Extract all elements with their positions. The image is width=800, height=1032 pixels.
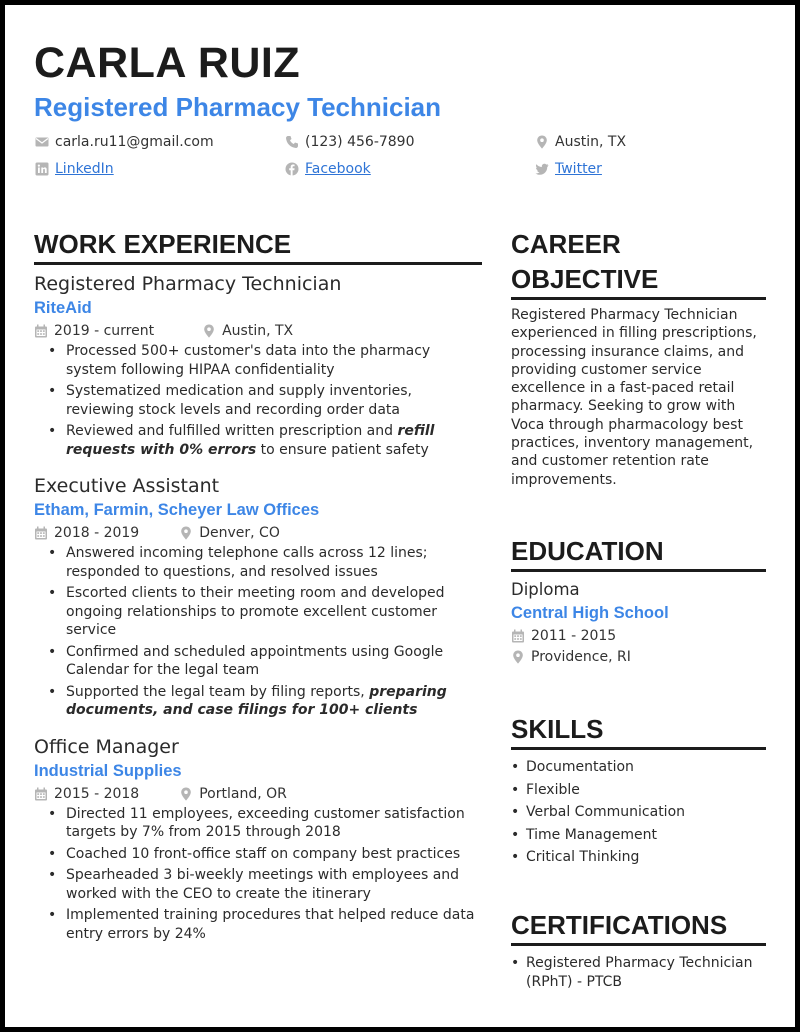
job-location-text: Austin, TX — [222, 323, 294, 339]
resume-page — [5, 5, 795, 1027]
list-item: • Time Management — [511, 826, 766, 845]
section-rule — [511, 943, 766, 946]
bullet-item: • Spearheaded 3 bi-weekly meetings with employees and worked with the CEO to create the itinerary — [34, 866, 482, 903]
calendar-icon — [34, 324, 48, 338]
calendar-icon — [511, 629, 525, 643]
list-item: • Critical Thinking — [511, 848, 766, 867]
facebook-link[interactable]: Facebook — [305, 161, 371, 177]
career-objective-title-line1: CAREER — [511, 229, 621, 259]
job-dates-text: 2019 - current — [54, 323, 155, 339]
job-meta — [34, 323, 482, 339]
education-title: EDUCATION — [511, 536, 664, 566]
contact-twitter — [535, 161, 602, 177]
work-experience-section — [34, 227, 482, 946]
education-dates-text: 2011 - 2015 — [531, 628, 617, 644]
job-location-text: Portland, OR — [199, 785, 287, 802]
twitter-link[interactable]: Twitter — [555, 161, 602, 177]
twitter-icon — [535, 162, 549, 176]
job-dates — [34, 786, 139, 802]
bullet-emphasis: preparing documents, and case filings for 100+ clients — [66, 683, 447, 718]
job-dates-text: 2015 - 2018 — [54, 785, 140, 802]
job-title: Registered Pharmacy Technician — [34, 273, 342, 295]
job-location-text: Denver, CO — [199, 525, 280, 541]
bullet-item: • Systematized medication and supply inventories, reviewing stock levels and recording order data — [34, 382, 482, 419]
bullet-item: • Processed 500+ customer's data into the pharmacy system following HIPAA confidentiality — [34, 342, 482, 379]
map-pin-icon — [179, 526, 193, 540]
section-rule — [34, 262, 482, 265]
list-item: • Documentation — [511, 758, 766, 777]
certifications-list — [511, 954, 766, 991]
job-location — [179, 525, 280, 541]
job-bullets — [34, 342, 482, 459]
contact-location — [535, 134, 626, 150]
map-pin-icon — [202, 324, 216, 338]
section-rule — [511, 569, 766, 572]
career-objective-text: Registered Pharmacy Technician experienced in filling prescriptions, processing insurance claims, and providing customer service excellence in a fast-paced retail pharmacy. Seeking to grow with Voca through pharmacology best practices, inventory management, and customer retention rate improvements. — [511, 307, 757, 488]
linkedin-link[interactable]: LinkedIn — [55, 161, 114, 177]
phone-text: (123) 456-7890 — [305, 134, 415, 150]
jobs-list — [34, 273, 482, 943]
bullet-item: • Escorted clients to their meeting room and developed ongoing relationships to promote excellent customer service — [34, 584, 482, 640]
job-entry — [34, 736, 482, 944]
job-title: Office Manager — [34, 735, 179, 758]
bullet-item: • Reviewed and fulfilled written prescription and refill requests with 0% errors to ensure patient safety — [34, 422, 482, 459]
location-text: Austin, TX — [555, 134, 627, 150]
contact-facebook — [285, 161, 371, 177]
job-meta — [34, 786, 482, 802]
job-dates — [34, 525, 139, 541]
contact-linkedin — [35, 161, 114, 177]
bullet-item: • Supported the legal team by filing reports, preparing documents, and case filings for 100+ clients — [34, 683, 482, 720]
work-experience-title: WORK EXPERIENCE — [34, 229, 292, 259]
list-item: • Flexible — [511, 781, 766, 800]
education-section — [511, 534, 766, 665]
candidate-role: Registered Pharmacy Technician — [34, 92, 442, 122]
calendar-icon — [34, 526, 48, 540]
job-location — [202, 323, 293, 339]
job-bullets — [34, 544, 482, 720]
map-pin-icon — [535, 135, 549, 149]
envelope-icon — [35, 135, 49, 149]
job-meta — [34, 525, 482, 541]
bullet-emphasis: refill requests with 0% errors — [66, 423, 435, 458]
skills-list — [511, 758, 766, 867]
contact-email — [35, 134, 214, 150]
education-location-text: Providence, RI — [531, 649, 631, 665]
job-bullets — [34, 805, 482, 944]
contact-phone — [285, 134, 415, 150]
linkedin-icon — [35, 162, 49, 176]
candidate-name: CARLA RUIZ — [34, 39, 301, 87]
education-location — [511, 649, 766, 665]
list-item: • Verbal Communication — [511, 803, 766, 822]
job-entry — [34, 475, 482, 720]
job-company: RiteAid — [34, 299, 92, 317]
education-school: Central High School — [511, 604, 669, 622]
bullet-item: • Directed 11 employees, exceeding customer satisfaction targets by 7% from 2015 through 2018 — [34, 805, 482, 842]
calendar-icon — [34, 787, 48, 801]
section-rule — [511, 747, 766, 750]
job-title: Executive Assistant — [34, 475, 220, 497]
bullet-item: • Confirmed and scheduled appointments using Google Calendar for the legal team — [34, 643, 482, 680]
phone-icon — [285, 135, 299, 149]
map-pin-icon — [511, 650, 525, 664]
education-degree: Diploma — [511, 580, 580, 599]
certifications-title: CERTIFICATIONS — [511, 910, 728, 940]
job-dates-text: 2018 - 2019 — [54, 525, 140, 541]
job-dates — [34, 323, 154, 339]
bullet-item: • Implemented training procedures that helped reduce data entry errors by 24% — [34, 906, 482, 943]
list-item: • Registered Pharmacy Technician (RPhT) - PTCB — [511, 954, 766, 991]
email-text: carla.ru11@gmail.com — [55, 134, 214, 150]
job-company: Industrial Supplies — [34, 761, 182, 780]
career-objective-section — [511, 227, 766, 489]
education-dates — [511, 628, 766, 644]
certifications-section — [511, 908, 766, 995]
job-entry — [34, 273, 482, 459]
bullet-item: • Coached 10 front-office staff on company best practices — [34, 845, 482, 864]
bullet-item: • Answered incoming telephone calls across 12 lines; responded to questions, and resolved issues — [34, 544, 482, 581]
section-rule — [511, 297, 766, 300]
skills-title: SKILLS — [511, 714, 604, 744]
job-company: Etham, Farmin, Scheyer Law Offices — [34, 501, 320, 519]
map-pin-icon — [179, 787, 193, 801]
skills-section — [511, 712, 766, 871]
career-objective-title-line2: OBJECTIVE — [511, 264, 659, 294]
job-location — [179, 786, 287, 802]
facebook-icon — [285, 162, 299, 176]
